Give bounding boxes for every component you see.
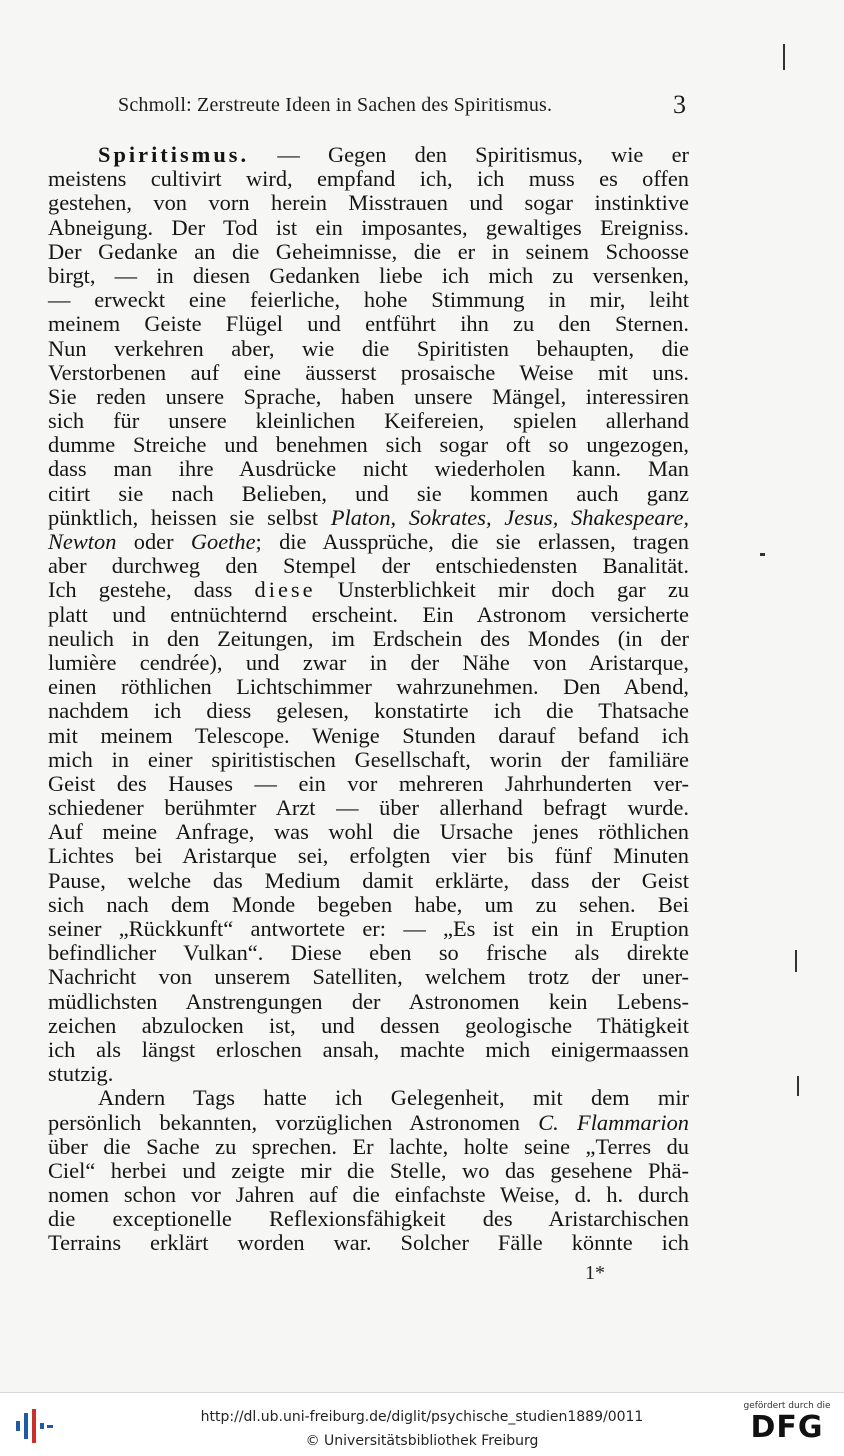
text-segment: platt und entnüchternd erscheint. Ein Astronom versicherte bbox=[48, 601, 689, 627]
text-segment: — Gegen den Spiritismus, wie er bbox=[249, 142, 689, 167]
text-line bbox=[48, 1159, 689, 1183]
text-segment: Nachricht von unserem Satelliten, welchem trotz der uner- bbox=[48, 964, 689, 990]
text-line bbox=[48, 1135, 689, 1159]
text-line bbox=[48, 530, 689, 554]
text-segment: Pause, welche das Medium damit erklärte, dass der Geist bbox=[48, 867, 689, 893]
text-segment: Nun verkehren aber, wie die Spiritisten behaupten, die bbox=[48, 335, 689, 361]
text-segment: oder bbox=[116, 529, 191, 554]
text-line bbox=[48, 844, 689, 868]
dfg-caption: gefördert durch die bbox=[743, 1401, 831, 1411]
text-segment: neulich in den Zeitungen, im Erdschein des Mondes (in der bbox=[48, 625, 689, 651]
text-segment: über die Sache zu sprechen. Er lachte, holte seine „Terres du bbox=[48, 1133, 689, 1159]
text-line bbox=[48, 651, 689, 675]
viewer-footer bbox=[0, 1392, 844, 1456]
text-segment: diese bbox=[254, 577, 316, 603]
text-line bbox=[48, 385, 689, 409]
text-segment: birgt, — in diesen Gedanken liebe ich mich zu versenken, bbox=[48, 262, 689, 288]
text-segment: citirt sie nach Belieben, und sie kommen auch ganz bbox=[48, 480, 689, 506]
text-line bbox=[48, 748, 689, 772]
text-line bbox=[48, 191, 689, 215]
text-segment: sich nach dem Monde begeben habe, um zu sehen. Bei bbox=[48, 891, 689, 917]
text-segment: Verstorbenen auf eine äusserst prosaische Weise mit uns. bbox=[48, 359, 689, 385]
text-line bbox=[48, 433, 689, 457]
body-text bbox=[48, 143, 689, 1256]
dfg-logo: DFG bbox=[750, 1410, 824, 1445]
text-segment: Terrains erklärt worden war. Solcher Fälle könnte ich bbox=[48, 1230, 689, 1256]
text-line bbox=[48, 1062, 689, 1086]
text-line bbox=[48, 699, 689, 723]
text-segment: mich in einer spiritistischen Gesellschaft, worin der familiäre bbox=[48, 746, 689, 772]
text-segment: sich für unsere kleinlichen Keifereien, spielen allerhand bbox=[48, 408, 689, 434]
margin-mark bbox=[783, 44, 785, 70]
text-segment: Platon, Sokrates, Jesus, Shakespeare, bbox=[330, 504, 689, 530]
text-segment: schiedener berühmter Arzt — über allerhand befragt wurde. bbox=[48, 795, 689, 821]
margin-mark bbox=[795, 950, 797, 972]
text-line bbox=[48, 675, 689, 699]
text-segment: — erweckt eine feierliche, hohe Stimmung in mir, leiht bbox=[48, 287, 689, 313]
text-segment: einen röthlichen Lichtschimmer wahrzunehmen. Den Abend, bbox=[48, 674, 689, 700]
text-segment: Newton bbox=[48, 529, 117, 554]
text-line bbox=[48, 1014, 689, 1038]
text-line bbox=[48, 216, 689, 240]
text-segment: zeichen abzulocken ist, und dessen geologische Thätigkeit bbox=[48, 1012, 689, 1038]
text-segment: lumière cendrée), und zwar in der Nähe von Aristarque, bbox=[48, 649, 689, 675]
text-line bbox=[48, 917, 689, 941]
text-line bbox=[48, 409, 689, 433]
text-segment: Andern Tags hatte ich Gelegenheit, mit dem mir bbox=[98, 1085, 689, 1111]
text-line bbox=[48, 312, 689, 336]
text-segment: Auf meine Anfrage, was wohl die Ursache jenes röthlichen bbox=[48, 819, 689, 845]
text-line bbox=[48, 1086, 689, 1110]
text-line bbox=[48, 990, 689, 1014]
text-segment: die exceptionelle Reflexionsfähigkeit des Aristarchischen bbox=[48, 1206, 689, 1232]
text-line bbox=[48, 893, 689, 917]
running-head: Schmoll: Zerstreute Ideen in Sachen des Spiritismus. bbox=[118, 94, 553, 116]
text-segment: persönlich bekannten, vorzüglichen Astronomen bbox=[48, 1109, 539, 1135]
text-segment: Ciel“ herbei und zeigte mir die Stelle, wo das gesehene Phä- bbox=[48, 1157, 689, 1183]
page-number: 3 bbox=[673, 90, 686, 119]
text-line bbox=[48, 578, 689, 602]
text-segment: Sie reden unsere Sprache, haben unsere Mängel, interessiren bbox=[48, 383, 689, 409]
text-line bbox=[48, 965, 689, 989]
text-line bbox=[48, 1111, 689, 1135]
text-line bbox=[48, 554, 689, 578]
text-line bbox=[48, 1038, 689, 1062]
text-segment: meistens cultivirt wird, empfand ich, ich muss es offen bbox=[48, 166, 689, 192]
text-line bbox=[48, 361, 689, 385]
text-segment: pünktlich, heissen sie selbst bbox=[48, 504, 331, 530]
text-segment: Lichtes bei Aristarque sei, erfolgten vier bis fünf Minuten bbox=[48, 843, 689, 869]
text-segment: Unsterblichkeit mir doch gar zu bbox=[315, 577, 689, 603]
text-line bbox=[48, 603, 689, 627]
text-line bbox=[48, 457, 689, 481]
text-segment: C. Flammarion bbox=[538, 1109, 689, 1135]
text-segment: dumme Streiche und benehmen sich sogar oft so ungezogen, bbox=[48, 432, 689, 458]
text-line bbox=[48, 1207, 689, 1231]
text-segment: Goethe bbox=[190, 529, 256, 554]
text-segment: müdlichsten Anstrengungen der Astronomen kein Lebens- bbox=[48, 988, 689, 1014]
text-line bbox=[48, 869, 689, 893]
text-segment: seiner „Rückkunft“ antwortete er: — „Es ist ein in Eruption bbox=[48, 916, 689, 941]
text-segment: nomen schon vor Jahren auf die einfachste Weise, d. h. durch bbox=[48, 1182, 689, 1208]
permalink-url[interactable]: http://dl.ub.uni-freiburg.de/diglit/psychische_studien1889/0011 bbox=[200, 1409, 644, 1425]
text-segment: meinem Geiste Flügel und entführt ihn zu den Sternen. bbox=[48, 311, 689, 337]
text-line bbox=[48, 240, 689, 264]
text-line bbox=[48, 264, 689, 288]
text-line bbox=[48, 506, 689, 530]
margin-mark bbox=[760, 553, 765, 556]
text-segment: Spiritismus. bbox=[98, 142, 250, 167]
dfg-badge bbox=[742, 1401, 832, 1451]
text-line bbox=[48, 941, 689, 965]
text-segment: befindlicher Vulkan“. Diese eben so frische als direkte bbox=[48, 940, 689, 966]
text-segment: ich als längst erloschen ansah, machte mich einigermaassen bbox=[48, 1036, 689, 1062]
text-segment: ; die Aussprüche, die sie erlassen, tragen bbox=[255, 529, 689, 554]
text-segment: Abneigung. Der Tod ist ein imposantes, gewaltiges Ereigniss. bbox=[48, 214, 689, 240]
text-line bbox=[48, 772, 689, 796]
text-line bbox=[48, 820, 689, 844]
text-line bbox=[48, 167, 689, 191]
page-header bbox=[98, 90, 688, 126]
text-segment: Der Gedanke an die Geheimnisse, die er in seinem Schoosse bbox=[48, 238, 689, 264]
text-line bbox=[48, 796, 689, 820]
text-line bbox=[48, 1231, 689, 1255]
text-segment: Geist des Hauses — ein vor mehreren Jahrhunderten ver- bbox=[48, 770, 689, 796]
text-segment: mit meinem Telescope. Wenige Stunden darauf befand ich bbox=[48, 722, 689, 748]
text-line bbox=[48, 288, 689, 312]
text-segment: dass man ihre Ausdrücke nicht wiederholen kann. Man bbox=[48, 456, 689, 482]
text-segment: Ich gestehe, dass bbox=[48, 577, 255, 603]
text-line bbox=[48, 482, 689, 506]
text-segment: gestehen, von vorn herein Misstrauen und sogar instinktive bbox=[48, 190, 689, 216]
text-segment: stutzig. bbox=[48, 1061, 114, 1087]
text-line bbox=[48, 337, 689, 361]
signature-mark: 1* bbox=[585, 1262, 605, 1284]
text-line bbox=[48, 1183, 689, 1207]
margin-mark bbox=[797, 1076, 799, 1096]
text-segment: nachdem ich diess gelesen, konstatirte ich die Thatsache bbox=[48, 698, 689, 724]
text-line bbox=[48, 724, 689, 748]
text-line bbox=[48, 627, 689, 651]
text-line bbox=[48, 143, 689, 167]
copyright-notice: © Universitätsbibliothek Freiburg bbox=[305, 1433, 539, 1449]
text-segment: aber durchweg den Stempel der entschiedensten Banalität. bbox=[48, 553, 689, 579]
